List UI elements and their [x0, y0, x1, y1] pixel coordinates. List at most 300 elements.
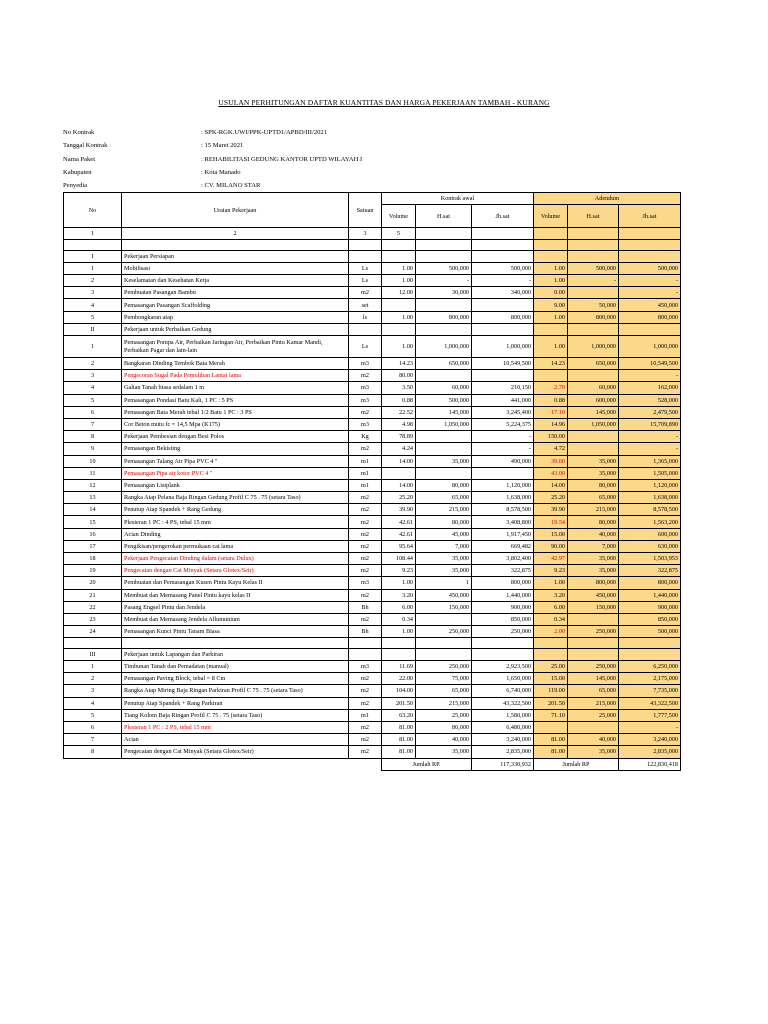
header-number: 5 [382, 228, 416, 240]
adendum-volume: 0.34 [534, 613, 568, 625]
item-unit: m1 [349, 479, 382, 491]
item-total: 8,578,500 [472, 504, 534, 516]
item-unit: m2 [349, 492, 382, 504]
item-volume: 108.44 [382, 553, 416, 565]
item-total: - [472, 431, 534, 443]
adendum-volume [534, 721, 568, 733]
header-adendum-jhsat: Jh.sat [619, 205, 681, 228]
item-unit: m2 [349, 673, 382, 685]
adendum-volume: 0.00 [534, 287, 568, 299]
item-description: Pemasangan Pipa air kotor PVC 4 " [122, 467, 349, 479]
item-number: 6 [64, 721, 122, 733]
item-volume: 42.61 [382, 516, 416, 528]
adendum-volume: 19.54 [534, 516, 568, 528]
item-volume: 81.00 [382, 746, 416, 758]
adendum-total: 15,709,890 [619, 418, 681, 430]
item-total: 490,000 [472, 455, 534, 467]
adendum-total: 800,000 [619, 311, 681, 323]
item-total: 3,240,000 [472, 734, 534, 746]
item-unit-price: 25,000 [416, 709, 472, 721]
adendum-unit-price: 40,000 [568, 528, 619, 540]
item-total: 1,440,000 [472, 589, 534, 601]
quantity-table [63, 192, 681, 771]
item-unit-price: 30,000 [416, 287, 472, 299]
item-description: Keselamatan dan Kesehatan Kerja [122, 275, 349, 287]
adendum-unit-price: 35,000 [568, 467, 619, 479]
adendum-volume: 15.00 [534, 528, 568, 540]
item-volume: 1.00 [382, 626, 416, 638]
item-number: 8 [64, 746, 122, 758]
adendum-unit-price: 800,000 [568, 577, 619, 589]
item-number: 4 [64, 382, 122, 394]
item-unit: m1 [349, 709, 382, 721]
item-number: 6 [64, 406, 122, 418]
contract-info-label: Kabupaten [63, 169, 92, 177]
item-total: 800,000 [472, 311, 534, 323]
item-unit: m2 [349, 697, 382, 709]
item-description: Pengecatan dengan Cat Minyak (Setara Glotex/Seir) [122, 746, 349, 758]
item-number: 4 [64, 299, 122, 311]
item-description: Pemasangan Kunci Pintu Tanam Biasa [122, 626, 349, 638]
item-unit: m2 [349, 504, 382, 516]
adendum-total: - [619, 275, 681, 287]
item-number: 2 [64, 358, 122, 370]
item-unit-price: 500,000 [416, 394, 472, 406]
adendum-unit-price: 600,000 [568, 394, 619, 406]
adendum-total: 1,440,000 [619, 589, 681, 601]
adendum-total: - [619, 287, 681, 299]
adendum-unit-price [568, 370, 619, 382]
item-number: 12 [64, 479, 122, 491]
item-description: Pemasangan Listplank [122, 479, 349, 491]
item-unit-price: 80,000 [416, 721, 472, 733]
adendum-unit-price: 145,000 [568, 673, 619, 685]
contract-info-value: : REHABILITASI GEDUNG KANTOR UPTD WILAYAH I [201, 155, 363, 163]
adendum-unit-price: 1,000,000 [568, 336, 619, 358]
item-total [472, 370, 534, 382]
table-row [64, 358, 681, 370]
item-unit-price: 60,000 [416, 382, 472, 394]
item-volume: 11.69 [382, 661, 416, 673]
item-volume: 14.23 [382, 358, 416, 370]
item-volume: 1.00 [382, 311, 416, 323]
item-unit-price: 65,000 [416, 685, 472, 697]
adendum-volume: 14.23 [534, 358, 568, 370]
item-total: 2,835,000 [472, 746, 534, 758]
table-row [64, 661, 681, 673]
item-volume: 0.88 [382, 394, 416, 406]
adendum-volume: 81.00 [534, 746, 568, 758]
contract-info-value: : SPK-RGK.UWI/PPK-UPTD1/APBD/III/2021 [201, 129, 328, 137]
contract-info-value: : Kota Manado [201, 169, 241, 177]
adendum-volume: 6.00 [534, 601, 568, 613]
table-row [64, 492, 681, 504]
total-label: Jumlah RP. [382, 758, 472, 770]
item-number: 3 [64, 370, 122, 382]
adendum-volume: 39.90 [534, 504, 568, 516]
contract-info-row [63, 139, 362, 152]
item-total: 5,224,375 [472, 418, 534, 430]
item-number: 16 [64, 528, 122, 540]
item-total: 900,000 [472, 601, 534, 613]
item-number: 3 [64, 685, 122, 697]
table-row [64, 673, 681, 685]
table-row [64, 299, 681, 311]
table-row [64, 565, 681, 577]
adendum-total: 1,365,000 [619, 455, 681, 467]
item-volume: 3.50 [382, 382, 416, 394]
item-total: 6,740,000 [472, 685, 534, 697]
adendum-total: 600,000 [619, 528, 681, 540]
item-volume: 39.90 [382, 504, 416, 516]
adendum-total: 1,777,500 [619, 709, 681, 721]
item-description: Pengecatan dengan Cat Minyak (Setara Glotex/Seir) [122, 565, 349, 577]
item-unit: m2 [349, 746, 382, 758]
table-row [64, 589, 681, 601]
table-row [64, 275, 681, 287]
table-row [64, 287, 681, 299]
item-description: Pembuatan Pasangan Bambu [122, 287, 349, 299]
item-unit-price: 35,000 [416, 565, 472, 577]
section-row [64, 250, 681, 262]
adendum-volume: 14.96 [534, 418, 568, 430]
item-description: Pemasangan Pondasi Batu Kali, 1 PC : 5 PS [122, 394, 349, 406]
item-unit: m2 [349, 589, 382, 601]
adendum-unit-price: 35,000 [568, 553, 619, 565]
item-total: 800,000 [472, 577, 534, 589]
item-description: Pembuatan dan Pemasangan Kusen Pintu Kayu Kelas II [122, 577, 349, 589]
item-total: 1,120,000 [472, 479, 534, 491]
adendum-unit-price: 150,000 [568, 601, 619, 613]
item-unit-price: 1,000,000 [416, 336, 472, 358]
adendum-unit-price: 7,000 [568, 540, 619, 552]
adendum-volume: 4.72 [534, 443, 568, 455]
table-row [64, 382, 681, 394]
item-unit-price: 35,000 [416, 746, 472, 758]
item-total: 10,549,500 [472, 358, 534, 370]
header-jhsat: Jh.sat [472, 205, 534, 228]
item-description: Pengecoran Sugal Pada Pemulihan Lantai lama [122, 370, 349, 382]
item-description: Pengikisan/pengerokan permukaan cat lama [122, 540, 349, 552]
adendum-total: 500,000 [619, 626, 681, 638]
item-unit: m3 [349, 577, 382, 589]
adendum-volume: 119.00 [534, 685, 568, 697]
table-row [64, 528, 681, 540]
item-unit: m2 [349, 553, 382, 565]
table-row [64, 746, 681, 758]
item-total: 669,482 [472, 540, 534, 552]
item-number: 23 [64, 613, 122, 625]
item-unit: m2 [349, 540, 382, 552]
item-volume [382, 299, 416, 311]
item-unit-price: 80,000 [416, 516, 472, 528]
section-title: Pekerjaan Persiapan [122, 250, 349, 262]
item-unit-price: 40,000 [416, 734, 472, 746]
adendum-total: 500,000 [619, 262, 681, 274]
item-unit: m2 [349, 287, 382, 299]
item-total: 210,150 [472, 382, 534, 394]
item-description: Pekerjaan Pembesian dengan Besi Polos [122, 431, 349, 443]
adendum-unit-price: 80,000 [568, 516, 619, 528]
table-row [64, 540, 681, 552]
adendum-unit-price: 50,000 [568, 299, 619, 311]
adendum-total: 1,503,953 [619, 553, 681, 565]
item-unit: Bh [349, 601, 382, 613]
item-number: 15 [64, 516, 122, 528]
item-unit-price [416, 467, 472, 479]
table-row [64, 697, 681, 709]
contract-info-row [63, 153, 362, 166]
adendum-volume: 15.00 [534, 673, 568, 685]
table-row [64, 504, 681, 516]
adendum-volume: 3.20 [534, 589, 568, 601]
item-unit: m3 [349, 394, 382, 406]
item-number: 9 [64, 443, 122, 455]
item-number: 1 [64, 336, 122, 358]
item-unit-price: 215,000 [416, 697, 472, 709]
contract-info-label: Tanggal Kontrak [63, 142, 108, 150]
item-number: 7 [64, 734, 122, 746]
item-total: 43,322,500 [472, 697, 534, 709]
item-unit: m2 [349, 516, 382, 528]
item-unit-price: 250,000 [416, 626, 472, 638]
item-volume: 12.00 [382, 287, 416, 299]
document-title: USULAN PERHITUNGAN DAFTAR KUANTITAS DAN HARGA PEKERJAAN TAMBAH - KURANG [218, 98, 550, 107]
adendum-unit-price: 35,000 [568, 565, 619, 577]
adendum-volume: 1.00 [534, 577, 568, 589]
item-unit-price: 80,000 [416, 479, 472, 491]
item-unit-price [416, 299, 472, 311]
adendum-total: 800,000 [619, 577, 681, 589]
table-row [64, 431, 681, 443]
item-unit: m2 [349, 528, 382, 540]
adendum-unit-price: 65,000 [568, 492, 619, 504]
table-row [64, 626, 681, 638]
item-description: Pemasangan Paving Block, tebal = 8 Cm [122, 673, 349, 685]
adendum-unit-price [568, 721, 619, 733]
adendum-unit-price: 215,000 [568, 697, 619, 709]
section-number: I [64, 250, 122, 262]
adendum-total: - [619, 721, 681, 733]
item-unit-price: 65,000 [416, 492, 472, 504]
item-description: Membuat dan Memasang Jendela Allumunium [122, 613, 349, 625]
adendum-total: 7,735,000 [619, 685, 681, 697]
item-total [472, 299, 534, 311]
item-number: 1 [64, 262, 122, 274]
item-volume: 63.20 [382, 709, 416, 721]
item-unit-price: 150,000 [416, 601, 472, 613]
item-volume: 4.24 [382, 443, 416, 455]
adendum-volume: 1.00 [534, 311, 568, 323]
item-description: Plesteran 1 PC : 4 PS, tebal 15 mm [122, 516, 349, 528]
contract-info-row [63, 166, 362, 179]
item-unit: m2 [349, 565, 382, 577]
item-total [472, 467, 534, 479]
item-unit-price: 650,000 [416, 358, 472, 370]
item-unit-price: 500,000 [416, 262, 472, 274]
adendum-total: - [619, 443, 681, 455]
adendum-total: 43,322,500 [619, 697, 681, 709]
adendum-volume: 1.00 [534, 262, 568, 274]
adendum-unit-price: 650,000 [568, 358, 619, 370]
item-number: 4 [64, 697, 122, 709]
item-number: 17 [64, 540, 122, 552]
item-unit: set [349, 299, 382, 311]
item-unit-price: 215,000 [416, 504, 472, 516]
item-volume: 1.00 [382, 275, 416, 287]
adendum-total: 3,240,000 [619, 734, 681, 746]
item-unit-price [416, 443, 472, 455]
item-volume: 4.98 [382, 418, 416, 430]
adendum-total: 2,479,500 [619, 406, 681, 418]
item-volume: 6.00 [382, 601, 416, 613]
item-volume: 81.00 [382, 734, 416, 746]
adendum-volume: 9.23 [534, 565, 568, 577]
item-volume: 1.00 [382, 577, 416, 589]
blank-row [64, 638, 681, 649]
adendum-unit-price: - [568, 275, 619, 287]
adendum-volume: 150.00 [534, 431, 568, 443]
item-volume: 104.00 [382, 685, 416, 697]
adendum-total: 528,000 [619, 394, 681, 406]
adendum-unit-price: 450,000 [568, 589, 619, 601]
item-unit: Ls [349, 275, 382, 287]
item-volume: 80.00 [382, 370, 416, 382]
adendum-volume: 43.00 [534, 467, 568, 479]
adendum-volume: 1.00 [534, 275, 568, 287]
adendum-unit-price: 40,000 [568, 734, 619, 746]
item-total: 250,000 [472, 626, 534, 638]
section-row [64, 323, 681, 335]
item-unit: Ls [349, 262, 382, 274]
item-unit-price: 7,000 [416, 540, 472, 552]
item-unit: Kg [349, 431, 382, 443]
adendum-total: 1,120,000 [619, 479, 681, 491]
table-row [64, 721, 681, 733]
item-unit-price: 45,000 [416, 528, 472, 540]
item-number: 18 [64, 553, 122, 565]
header-number: 2 [122, 228, 349, 240]
adendum-volume: 0.88 [534, 394, 568, 406]
table-row [64, 455, 681, 467]
adendum-volume: 2.00 [534, 626, 568, 638]
adendum-unit-price: 35,000 [568, 746, 619, 758]
adendum-volume: 2.70 [534, 382, 568, 394]
item-unit: Bh [349, 626, 382, 638]
header-uraian: Uraian Pekerjaan [122, 193, 349, 228]
header-adendum: Adendum [534, 193, 681, 205]
adendum-unit-price: 25,000 [568, 709, 619, 721]
item-total: 3,245,400 [472, 406, 534, 418]
adendum-total: - [619, 370, 681, 382]
item-description: Cor Beton mutu fc = 14,5 Mpa (K175) [122, 418, 349, 430]
table-row [64, 406, 681, 418]
item-unit: m2 [349, 406, 382, 418]
adendum-total: 2,835,000 [619, 746, 681, 758]
item-description: Pekerjaan Pengecatan Dinding dalam (setara Dulux) [122, 553, 349, 565]
item-number: 5 [64, 311, 122, 323]
item-number: 19 [64, 565, 122, 577]
item-description: Pemasangan Talang Air Pipa PVC 4 " [122, 455, 349, 467]
adendum-unit-price: 250,000 [568, 661, 619, 673]
contract-info-row [63, 179, 362, 192]
adendum-total: 900,000 [619, 601, 681, 613]
table-row [64, 516, 681, 528]
item-unit-price [416, 613, 472, 625]
item-total: 441,000 [472, 394, 534, 406]
adendum-total: 1,505,000 [619, 467, 681, 479]
item-volume: 78.89 [382, 431, 416, 443]
item-number: 20 [64, 577, 122, 589]
item-description: Pembongkaran atap [122, 311, 349, 323]
item-description: Rangka Atap Pelana Baja Ringan Gedung Profil C 75 . 75 (setara Taso) [122, 492, 349, 504]
item-description: Plesteran 1 PC : 2 PS, tebal 15 mm [122, 721, 349, 733]
adendum-volume: 81.00 [534, 734, 568, 746]
header-no: No [64, 193, 122, 228]
item-number: 13 [64, 492, 122, 504]
adendum-unit-price [568, 431, 619, 443]
table-row [64, 734, 681, 746]
item-description: Pemasangan Bata Merah tebal 1/2 Batu 1 PC : 3 PS [122, 406, 349, 418]
item-unit: m1 [349, 467, 382, 479]
adendum-total: 2,175,000 [619, 673, 681, 685]
header-kontrak-awal: Kontrak awal [382, 193, 534, 205]
adendum-volume: 42.97 [534, 553, 568, 565]
table-row [64, 467, 681, 479]
header-adendum-hsat: H.sat [568, 205, 619, 228]
adendum-unit-price: 800,000 [568, 311, 619, 323]
item-number: 1 [64, 661, 122, 673]
contract-info-label: Penyedia [63, 182, 88, 190]
item-description: Acian [122, 734, 349, 746]
item-volume: 1.00 [382, 336, 416, 358]
item-total: - [472, 275, 534, 287]
item-volume: 3.20 [382, 589, 416, 601]
blank-row [64, 240, 681, 251]
item-unit: Ls [349, 336, 382, 358]
adendum-volume: 17.10 [534, 406, 568, 418]
adendum-unit-price: 1,050,000 [568, 418, 619, 430]
item-volume: 14.00 [382, 455, 416, 467]
adendum-volume: 71.10 [534, 709, 568, 721]
item-unit-price: 75,000 [416, 673, 472, 685]
item-unit: m3 [349, 418, 382, 430]
item-volume: 9.23 [382, 565, 416, 577]
item-number: 10 [64, 455, 122, 467]
adendum-unit-price: 65,000 [568, 685, 619, 697]
header-number: 3 [349, 228, 382, 240]
table-row [64, 613, 681, 625]
contract-info [63, 126, 362, 192]
item-number: 5 [64, 394, 122, 406]
adendum-unit-price: 35,000 [568, 455, 619, 467]
item-number: 11 [64, 467, 122, 479]
adendum-total: 6,250,000 [619, 661, 681, 673]
item-total: 322,875 [472, 565, 534, 577]
table-row [64, 577, 681, 589]
item-number: 14 [64, 504, 122, 516]
item-unit-price: 35,000 [416, 553, 472, 565]
item-unit-price [416, 431, 472, 443]
table-row [64, 553, 681, 565]
table-row [64, 262, 681, 274]
header-satuan: Satuan [349, 193, 382, 228]
item-number: 2 [64, 673, 122, 685]
item-number: 22 [64, 601, 122, 613]
table-row [64, 418, 681, 430]
adendum-unit-price: 500,000 [568, 262, 619, 274]
adendum-total: 8,578,500 [619, 504, 681, 516]
